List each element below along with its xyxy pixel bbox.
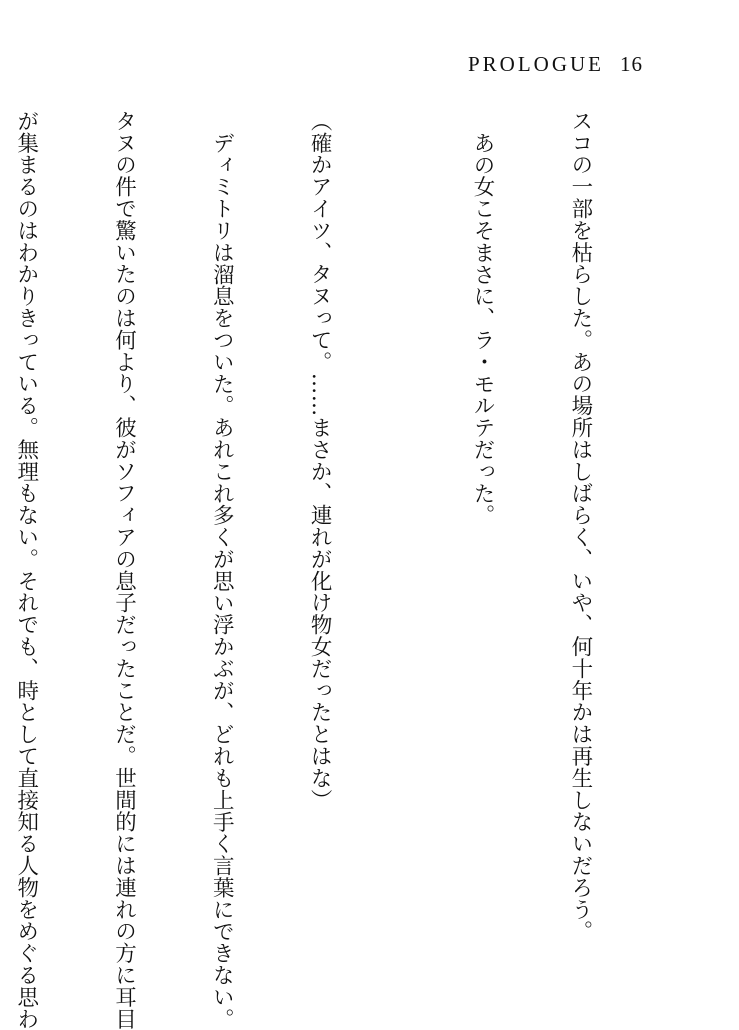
vertical-body-text: [13, 110, 661, 1030]
text-line: スコの一部を枯らした。あの場所はしばらく、いや、何十年かは再生しないだろう。: [567, 110, 593, 943]
section-title: PROLOGUE: [467, 52, 604, 76]
text-line: タヌの件で驚いたのは何より、彼がソフィアの息子だったことだ。世間的には連れの方に耳目: [111, 110, 137, 1030]
text-line: が集まるのはわかりきっている。無理もない。それでも、時として直接知る人物をめぐる思わ: [13, 110, 39, 1030]
text-line: ディミトリは溜息をついた。あれこれ多くが思い浮かぶが、どれも上手く言葉にできない。: [209, 132, 235, 1030]
text-line: あの女こそまさに、ラ・モルテだった。: [470, 132, 496, 527]
running-header: [468, 52, 643, 77]
page-number: 16: [620, 52, 643, 76]
text-line: （確かアイツ、タヌって。……まさか、連れが化け物女だったとはな）: [307, 110, 333, 811]
